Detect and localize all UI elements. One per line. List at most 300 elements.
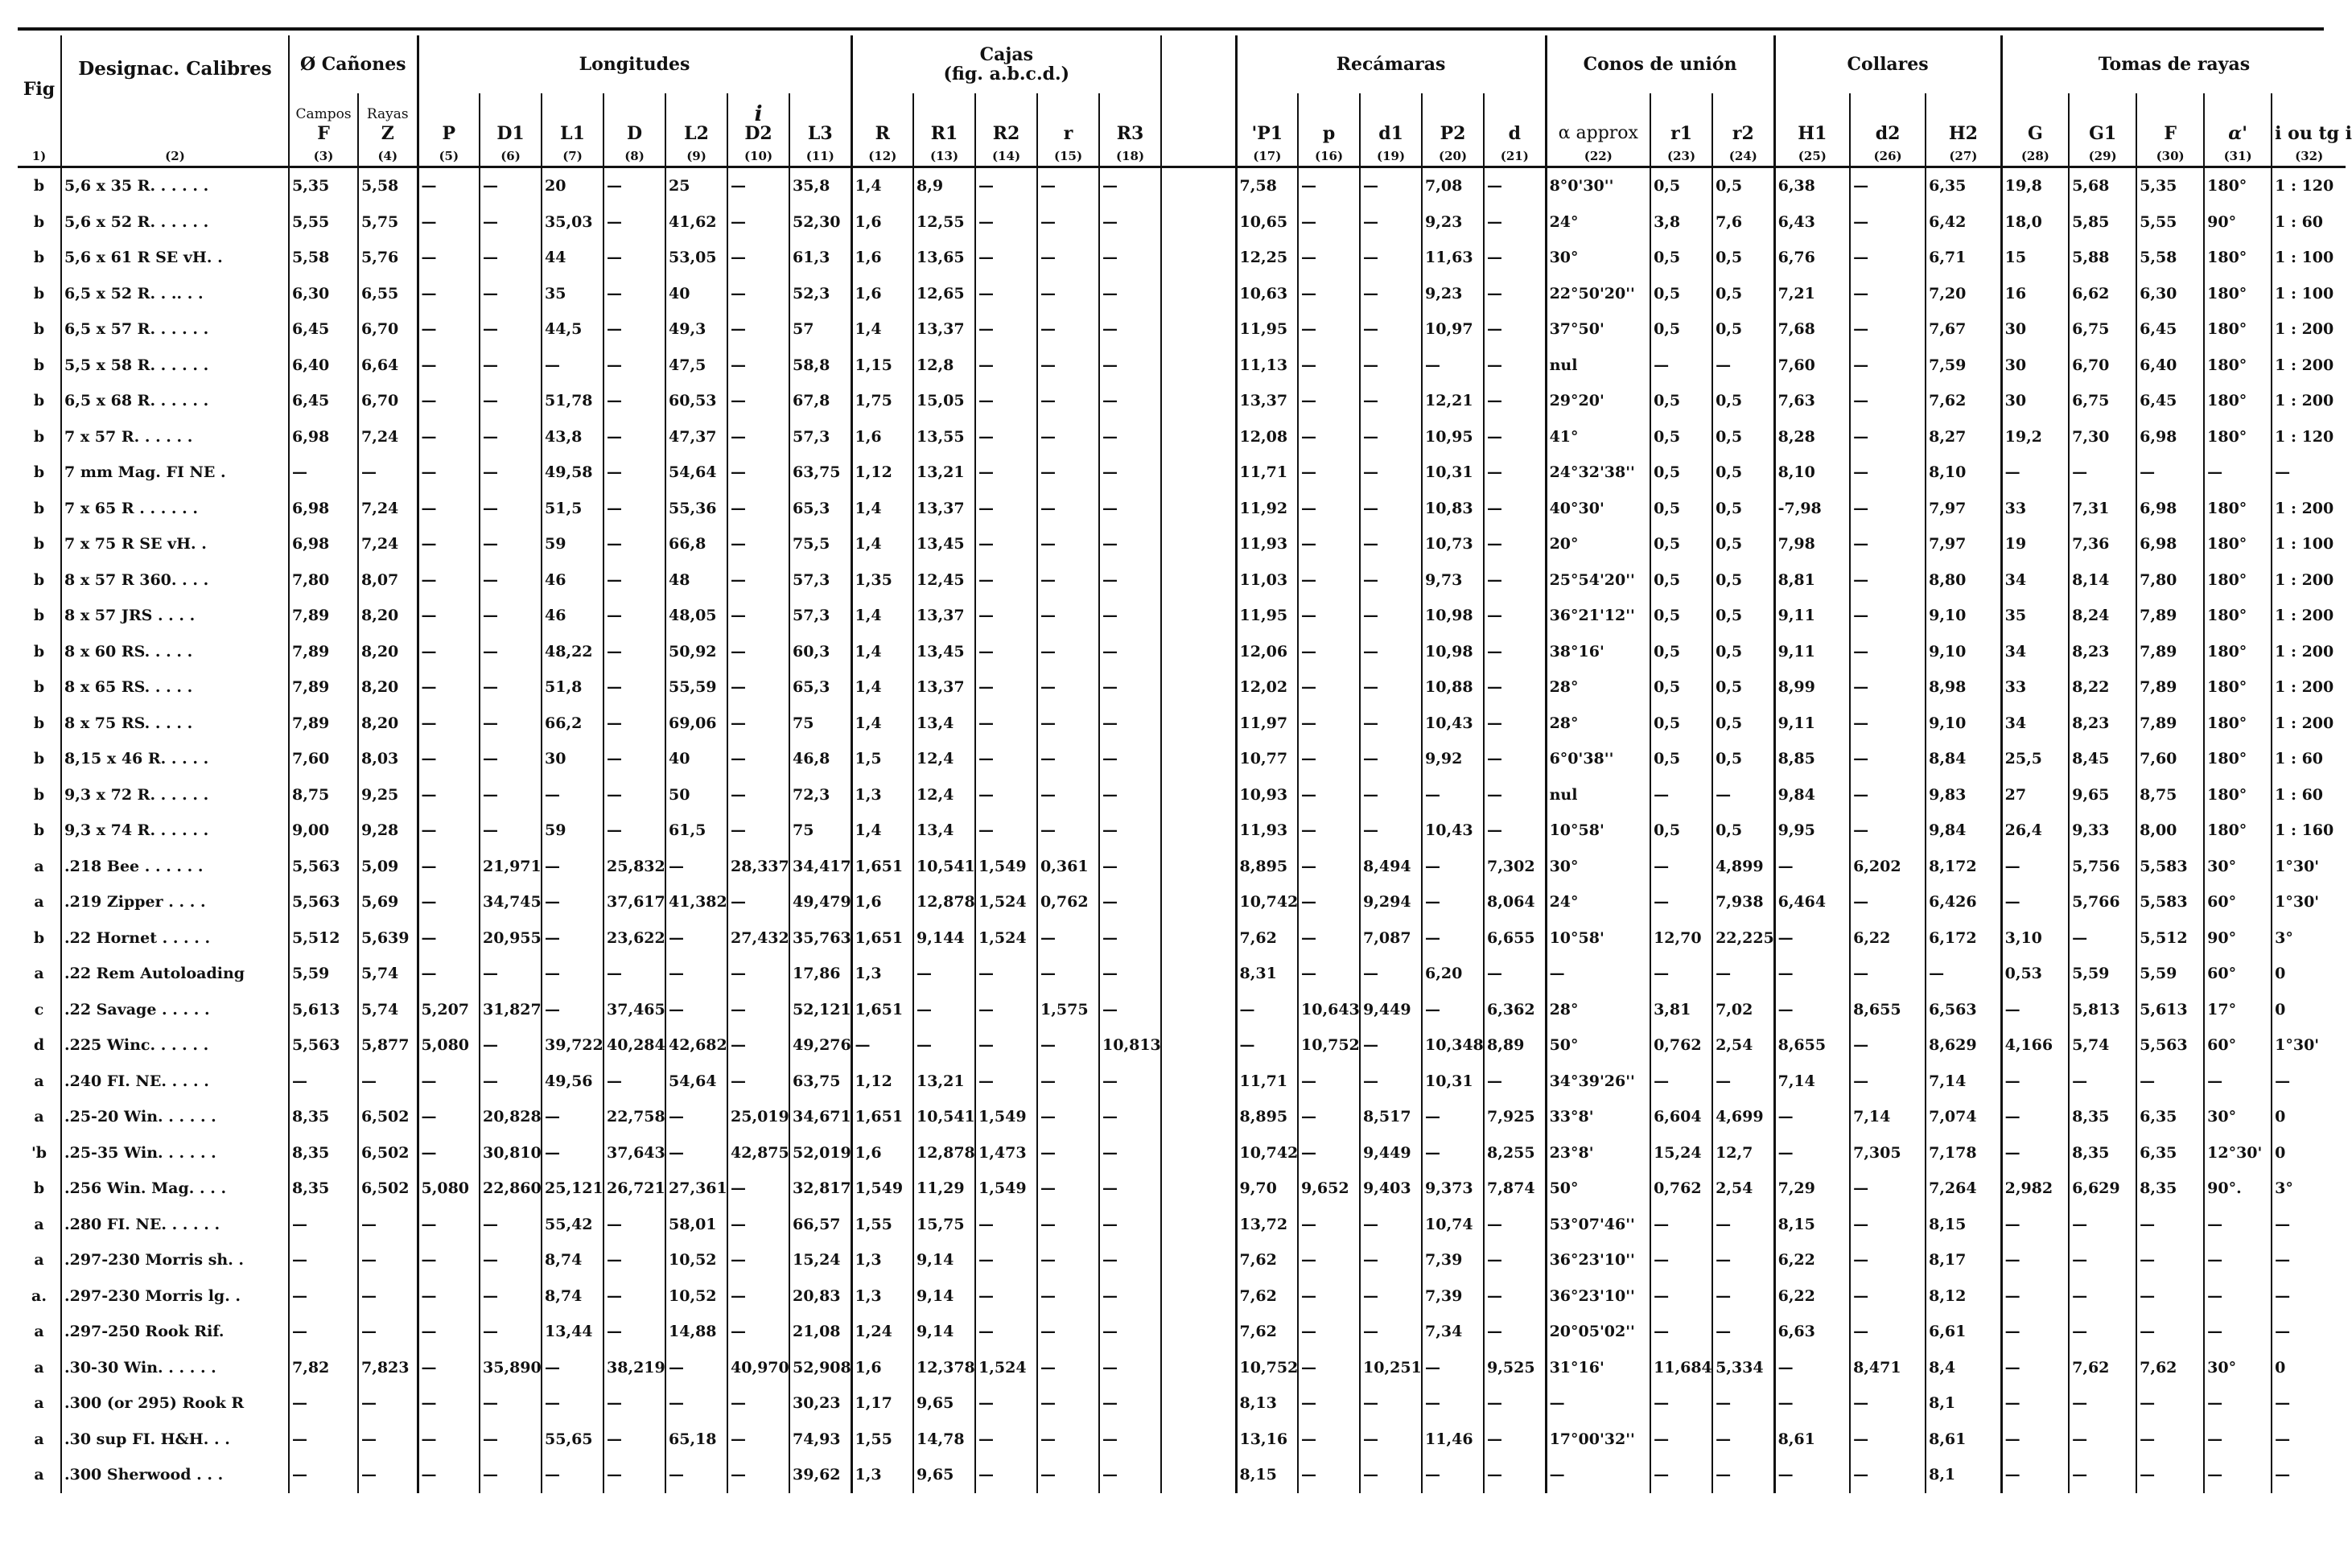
gutter-spacer	[1161, 669, 1236, 706]
value-cell: 9,144	[913, 920, 975, 957]
designation-cell: .219 Zipper . . . .	[61, 884, 289, 920]
value-cell: —	[1099, 1350, 1161, 1386]
value-cell: —	[1298, 1457, 1360, 1493]
value-cell: 13,45	[913, 526, 975, 562]
value-cell: —	[727, 777, 789, 813]
value-cell: 0,5	[1650, 491, 1712, 527]
value-cell: —	[1099, 276, 1161, 312]
value-cell: 6,563	[1926, 992, 2001, 1028]
chambers-header: Recámaras	[1236, 35, 1546, 93]
value-cell: —	[1360, 777, 1422, 813]
value-cell: 5,563	[289, 849, 358, 885]
value-cell: —	[1650, 956, 1712, 992]
value-cell: 34	[2001, 634, 2069, 670]
value-cell: —	[418, 1242, 480, 1278]
value-cell: 180°	[2204, 383, 2272, 419]
value-cell: 1,524	[975, 920, 1037, 957]
table-row	[18, 204, 2346, 241]
designation-cell: .30-30 Win. . . . . .	[61, 1350, 289, 1386]
value-cell: —	[1099, 311, 1161, 348]
value-cell: —	[1099, 1385, 1161, 1422]
value-cell: 38°16'	[1546, 634, 1650, 670]
value-cell: —	[1037, 813, 1099, 849]
value-cell: —	[727, 455, 789, 491]
value-cell: —	[1099, 849, 1161, 885]
gutter-spacer	[1161, 143, 1236, 167]
table-row	[18, 992, 2346, 1028]
value-cell: 2,54	[1712, 1027, 1774, 1064]
value-cell: —	[1850, 777, 1926, 813]
value-cell: 12,4	[913, 741, 975, 777]
value-cell: 5,35	[2136, 167, 2204, 204]
gutter-spacer	[1161, 348, 1236, 384]
table-row	[18, 276, 2346, 312]
value-cell: —	[1360, 1422, 1422, 1458]
value-cell: —	[665, 920, 727, 957]
column-number: (29)	[2069, 143, 2136, 167]
value-cell: —	[1484, 956, 1546, 992]
value-cell: 8,4	[1926, 1350, 2001, 1386]
value-cell: 13,55	[913, 419, 975, 455]
value-cell: —	[2001, 1278, 2069, 1315]
value-cell: —	[289, 1064, 358, 1100]
value-cell: —	[1484, 455, 1546, 491]
value-cell: —	[1298, 562, 1360, 599]
value-cell: 7,98	[1774, 526, 1850, 562]
value-cell: —	[1484, 1064, 1546, 1100]
value-cell: 180°	[2204, 562, 2272, 599]
value-cell: 31°16'	[1546, 1350, 1650, 1386]
value-cell: —	[480, 706, 542, 742]
value-cell: —	[480, 813, 542, 849]
value-cell: 48	[665, 562, 727, 599]
value-cell: —	[1850, 167, 1926, 204]
value-cell: 1,549	[851, 1171, 913, 1207]
value-cell: 66,57	[789, 1207, 851, 1243]
table-row	[18, 1457, 2346, 1493]
value-cell: —	[603, 1278, 665, 1315]
value-cell: 10°58'	[1546, 813, 1650, 849]
value-cell: 180°	[2204, 669, 2272, 706]
value-cell: —	[1298, 419, 1360, 455]
value-cell: 11,93	[1236, 813, 1298, 849]
value-cell: —	[418, 1350, 480, 1386]
value-cell: —	[1360, 311, 1422, 348]
value-cell: —	[1850, 1027, 1926, 1064]
value-cell: —	[542, 348, 603, 384]
value-cell: —	[1484, 1422, 1546, 1458]
gutter-spacer	[1161, 1207, 1236, 1243]
value-cell: —	[1298, 634, 1360, 670]
value-cell: 25,019	[727, 1099, 789, 1135]
designation-cell: 5,6 x 61 R SE vH. .	[61, 240, 289, 276]
value-cell: —	[418, 1385, 480, 1422]
value-cell: —	[603, 1385, 665, 1422]
value-cell: —	[418, 813, 480, 849]
value-cell: —	[1850, 1457, 1926, 1493]
value-cell: —	[1650, 884, 1712, 920]
value-cell: 40,970	[727, 1350, 789, 1386]
value-cell: —	[418, 669, 480, 706]
value-cell: —	[2136, 1242, 2204, 1278]
value-cell: 11,29	[913, 1171, 975, 1207]
value-cell: 63,75	[789, 455, 851, 491]
value-cell: —	[727, 1027, 789, 1064]
value-cell: 30°	[1546, 849, 1650, 885]
table-row	[18, 1099, 2346, 1135]
value-cell: 11,63	[1422, 240, 1484, 276]
value-cell: —	[2001, 1135, 2069, 1171]
value-cell: 5,563	[2136, 1027, 2204, 1064]
column-number: (24)	[1712, 143, 1774, 167]
value-cell: 22°50'20''	[1546, 276, 1650, 312]
value-cell: 90°	[2204, 920, 2272, 957]
value-cell: 9,11	[1774, 634, 1850, 670]
value-cell: 1,575	[1037, 992, 1099, 1028]
value-cell: 0	[2272, 1350, 2346, 1386]
column-number: (4)	[358, 143, 418, 167]
value-cell: 0,5	[1650, 276, 1712, 312]
value-cell: 0,5	[1650, 455, 1712, 491]
value-cell: —	[1484, 598, 1546, 634]
value-cell: 7,20	[1926, 276, 2001, 312]
value-cell: 15,75	[913, 1207, 975, 1243]
fig-cell: b	[33, 928, 45, 947]
value-cell: —	[2272, 1278, 2346, 1315]
value-cell: 12,878	[913, 884, 975, 920]
value-cell: —	[975, 348, 1037, 384]
column-number-row	[18, 143, 2346, 167]
value-cell: —	[1360, 1314, 1422, 1350]
fig-header: Fig	[23, 79, 56, 100]
gutter-spacer	[1161, 1027, 1236, 1064]
column-number: (8)	[603, 143, 665, 167]
value-cell: 51,5	[542, 491, 603, 527]
value-cell: —	[1484, 240, 1546, 276]
value-cell: 180°	[2204, 706, 2272, 742]
value-cell: 55,36	[665, 491, 727, 527]
value-cell: —	[1712, 1385, 1774, 1422]
value-cell: 3°	[2272, 920, 2346, 957]
value-cell: —	[2136, 1278, 2204, 1315]
value-cell: —	[2069, 1278, 2136, 1315]
value-cell: —	[975, 669, 1037, 706]
value-cell: 6,45	[2136, 311, 2204, 348]
value-cell: 1,5	[851, 741, 913, 777]
value-cell: 11,92	[1236, 491, 1298, 527]
value-cell: —	[1774, 849, 1850, 885]
gutter-spacer	[1161, 35, 1236, 93]
gutter-spacer	[1161, 1064, 1236, 1100]
value-cell: —	[480, 491, 542, 527]
value-cell: —	[1099, 920, 1161, 957]
value-cell: 5,35	[289, 167, 358, 204]
value-cell: 9,449	[1360, 992, 1422, 1028]
value-cell: —	[1298, 1350, 1360, 1386]
column-number: 1)	[18, 143, 61, 167]
value-cell: 0,5	[1650, 706, 1712, 742]
column-number: (7)	[542, 143, 603, 167]
value-cell: —	[1037, 1099, 1099, 1135]
value-cell: 6,42	[1926, 204, 2001, 241]
value-cell: 59	[542, 813, 603, 849]
value-cell: —	[358, 1385, 418, 1422]
column-number: (14)	[975, 143, 1037, 167]
value-cell: 13,44	[542, 1314, 603, 1350]
value-cell: 6,22	[1774, 1242, 1850, 1278]
value-cell: —	[1037, 167, 1099, 204]
value-cell: 7,31	[2069, 491, 2136, 527]
value-cell: 1 : 100	[2272, 240, 2346, 276]
designation-cell: 7 x 65 R . . . . . .	[61, 491, 289, 527]
table-row	[18, 813, 2346, 849]
cases-header: Cajas (fig. a.b.c.d.)	[851, 35, 1161, 93]
value-cell: 72,3	[789, 777, 851, 813]
value-cell: 49,276	[789, 1027, 851, 1064]
value-cell: —	[2272, 455, 2346, 491]
value-cell: —	[975, 1385, 1037, 1422]
value-cell: —	[1298, 1099, 1360, 1135]
value-cell: 17,86	[789, 956, 851, 992]
value-cell: 6,464	[1774, 884, 1850, 920]
value-cell: 40	[665, 276, 727, 312]
value-cell: 9,23	[1422, 204, 1484, 241]
value-cell: —	[418, 1099, 480, 1135]
value-cell: 0,5	[1650, 669, 1712, 706]
value-cell: 57,3	[789, 419, 851, 455]
value-cell: —	[1037, 634, 1099, 670]
value-cell: —	[1099, 1314, 1161, 1350]
value-cell: —	[975, 311, 1037, 348]
col-r1: r1	[1650, 93, 1712, 143]
value-cell: 7,62	[1236, 1314, 1298, 1350]
value-cell: 15,24	[1650, 1135, 1712, 1171]
value-cell: 5,76	[358, 240, 418, 276]
value-cell: 5,59	[289, 956, 358, 992]
value-cell: 1,4	[851, 311, 913, 348]
designation-cell: 8 x 75 RS. . . . .	[61, 706, 289, 742]
value-cell: 51,8	[542, 669, 603, 706]
value-cell: 7,62	[1236, 920, 1298, 957]
value-cell: —	[1484, 204, 1546, 241]
value-cell: 75	[789, 813, 851, 849]
value-cell: 1,55	[851, 1422, 913, 1458]
value-cell: —	[1712, 956, 1774, 992]
value-cell: 6,63	[1774, 1314, 1850, 1350]
value-cell: 7,60	[2136, 741, 2204, 777]
value-cell: 5,583	[2136, 849, 2204, 885]
value-cell: —	[727, 526, 789, 562]
value-cell: —	[2204, 1457, 2272, 1493]
value-cell: —	[1712, 348, 1774, 384]
value-cell: —	[1422, 920, 1484, 957]
col-Z-label: Z	[381, 123, 394, 144]
value-cell: 53,05	[665, 240, 727, 276]
col-p: p	[1298, 93, 1360, 143]
value-cell: —	[542, 849, 603, 885]
value-cell: 8,14	[2069, 562, 2136, 599]
value-cell: —	[1298, 706, 1360, 742]
value-cell: —	[1298, 1422, 1360, 1458]
col-H1: H1	[1774, 93, 1850, 143]
value-cell: —	[1037, 1385, 1099, 1422]
value-cell: 65,3	[789, 491, 851, 527]
value-cell: 8,255	[1484, 1135, 1546, 1171]
value-cell: 49,479	[789, 884, 851, 920]
value-cell: 28°	[1546, 706, 1650, 742]
value-cell: —	[1850, 204, 1926, 241]
value-cell: 10,813	[1099, 1027, 1161, 1064]
value-cell: 3,10	[2001, 920, 2069, 957]
value-cell: 0,5	[1650, 813, 1712, 849]
value-cell: 25,5	[2001, 741, 2069, 777]
value-cell: 8,22	[2069, 669, 2136, 706]
value-cell: 12,7	[1712, 1135, 1774, 1171]
value-cell: 5,334	[1712, 1350, 1774, 1386]
value-cell: 7,39	[1422, 1278, 1484, 1315]
value-cell: 1 : 200	[2272, 706, 2346, 742]
value-cell: 8,45	[2069, 741, 2136, 777]
value-cell: 1 : 60	[2272, 741, 2346, 777]
value-cell: —	[727, 1171, 789, 1207]
designation-cell: 5,6 x 35 R. . . . . .	[61, 167, 289, 204]
value-cell: —	[1850, 491, 1926, 527]
designation-cell: .297-230 Morris lg. .	[61, 1278, 289, 1315]
value-cell: —	[418, 1064, 480, 1100]
column-number: (12)	[851, 143, 913, 167]
value-cell: —	[913, 1027, 975, 1064]
col-Fc: F	[2136, 93, 2204, 143]
value-cell: 28,337	[727, 849, 789, 885]
value-cell: 51,78	[542, 383, 603, 419]
fig-cell: b	[33, 320, 45, 339]
value-cell: 6,98	[289, 526, 358, 562]
value-cell: —	[1712, 1314, 1774, 1350]
value-cell: nul	[1546, 777, 1650, 813]
gutter-spacer	[1161, 562, 1236, 599]
value-cell: —	[480, 526, 542, 562]
column-number: (16)	[1298, 143, 1360, 167]
table-row	[18, 1171, 2346, 1207]
value-cell: —	[418, 240, 480, 276]
value-cell: 10,31	[1422, 1064, 1484, 1100]
col-R3: R3	[1099, 93, 1161, 143]
value-cell: 8,81	[1774, 562, 1850, 599]
value-cell: 30°	[2204, 1099, 2272, 1135]
value-cell: 8,15	[1236, 1457, 1298, 1493]
value-cell: 1 : 160	[2272, 813, 2346, 849]
table-row	[18, 1278, 2346, 1315]
value-cell: 0,5	[1712, 167, 1774, 204]
value-cell: 6,43	[1774, 204, 1850, 241]
col-G1: G1	[2069, 93, 2136, 143]
value-cell: —	[975, 1027, 1037, 1064]
value-cell: 0,5	[1650, 634, 1712, 670]
value-cell: —	[1099, 956, 1161, 992]
value-cell: -7,98	[1774, 491, 1850, 527]
value-cell: —	[2001, 1350, 2069, 1386]
value-cell: 58,01	[665, 1207, 727, 1243]
value-cell: —	[1037, 1135, 1099, 1171]
value-cell: —	[2204, 1207, 2272, 1243]
designation-cell: .25-35 Win. . . . . .	[61, 1135, 289, 1171]
col-r2: r2	[1712, 93, 1774, 143]
value-cell: 6,61	[1926, 1314, 2001, 1350]
value-cell: 5,813	[2069, 992, 2136, 1028]
value-cell: 0,361	[1037, 849, 1099, 885]
value-cell: —	[480, 1064, 542, 1100]
value-cell: 10,98	[1422, 598, 1484, 634]
value-cell: 6,30	[289, 276, 358, 312]
value-cell: —	[358, 1457, 418, 1493]
value-cell: 8,35	[289, 1135, 358, 1171]
value-cell: —	[2001, 1207, 2069, 1243]
value-cell: —	[603, 491, 665, 527]
value-cell: 0,5	[1650, 598, 1712, 634]
value-cell: —	[418, 777, 480, 813]
value-cell: —	[975, 1242, 1037, 1278]
value-cell: 7,14	[1926, 1064, 2001, 1100]
value-cell: —	[1484, 1385, 1546, 1422]
value-cell: 36°23'10''	[1546, 1278, 1650, 1315]
value-cell: —	[1099, 1099, 1161, 1135]
value-cell: 25,832	[603, 849, 665, 885]
value-cell: —	[1850, 813, 1926, 849]
value-cell: —	[2001, 849, 2069, 885]
value-cell: —	[2136, 1385, 2204, 1422]
designation-cell: 7 x 57 R. . . . . .	[61, 419, 289, 455]
value-cell: —	[1850, 419, 1926, 455]
value-cell: —	[1360, 669, 1422, 706]
value-cell: —	[2069, 1064, 2136, 1100]
gutter-spacer	[1161, 1314, 1236, 1350]
value-cell: 5,583	[2136, 884, 2204, 920]
value-cell: 34,417	[789, 849, 851, 885]
value-cell: —	[1298, 1207, 1360, 1243]
table-row	[18, 562, 2346, 599]
value-cell: 25°54'20''	[1546, 562, 1650, 599]
gutter-spacer	[1161, 634, 1236, 670]
value-cell: —	[2204, 1422, 2272, 1458]
value-cell: 8,80	[1926, 562, 2001, 599]
value-cell: —	[1484, 167, 1546, 204]
value-cell: —	[1774, 1135, 1850, 1171]
value-cell: —	[1850, 634, 1926, 670]
value-cell: 7,89	[2136, 669, 2204, 706]
designation-cell: 6,5 x 52 R. . .. . .	[61, 276, 289, 312]
value-cell: 12,45	[913, 562, 975, 599]
gutter-spacer	[1161, 311, 1236, 348]
value-cell: 9,10	[1926, 598, 2001, 634]
value-cell: 54,64	[665, 1064, 727, 1100]
value-cell: 6,75	[2069, 383, 2136, 419]
value-cell: 7,302	[1484, 849, 1546, 885]
value-cell: —	[1484, 276, 1546, 312]
value-cell: —	[975, 455, 1037, 491]
value-cell: 6,55	[358, 276, 418, 312]
value-cell: —	[603, 1457, 665, 1493]
fig-cell: b	[33, 1179, 45, 1198]
value-cell: 8,895	[1236, 1099, 1298, 1135]
col-L1: L1	[542, 93, 603, 143]
value-cell: —	[665, 1350, 727, 1386]
value-cell: 33	[2001, 669, 2069, 706]
value-cell: 50,92	[665, 634, 727, 670]
value-cell: 1,524	[975, 1350, 1037, 1386]
value-cell: 12,06	[1236, 634, 1298, 670]
value-cell: 1,651	[851, 1099, 913, 1135]
value-cell: —	[542, 992, 603, 1028]
